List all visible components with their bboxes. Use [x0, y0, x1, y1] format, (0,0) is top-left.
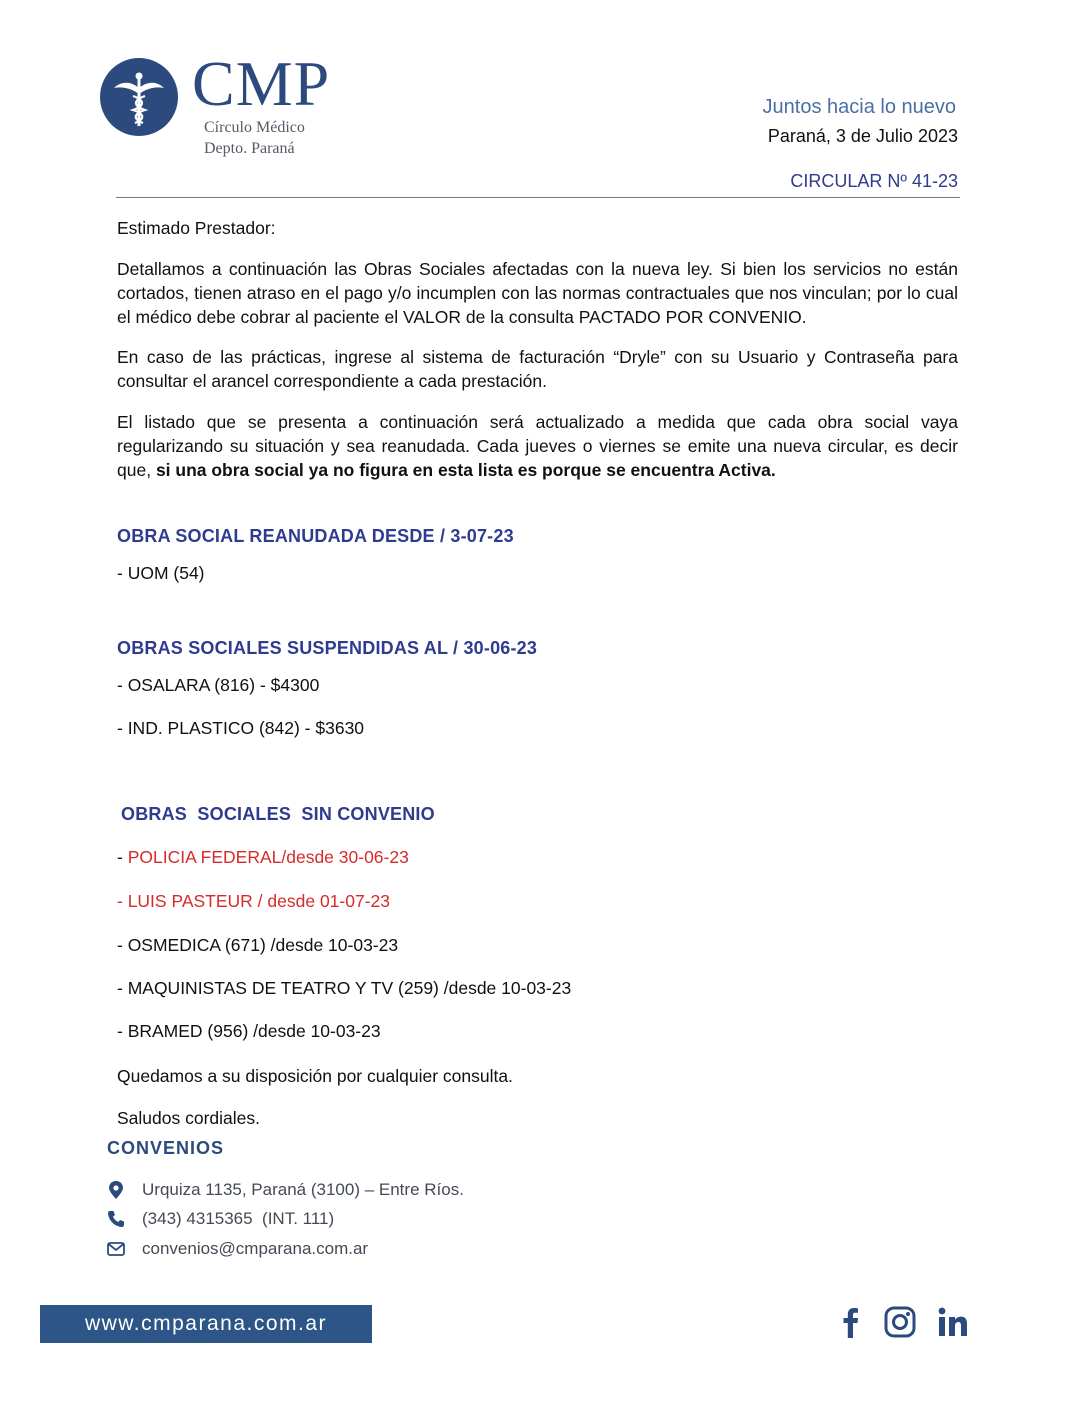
- list-item-alert: - LUIS PASTEUR / desde 01-07-23: [117, 891, 390, 911]
- paragraph-1: Detallamos a continuación las Obras Sociales afectadas con la nueva ley. Si bien los servicios no están cortados, tienen atraso en el pago y/o incumplen con las normas contractuales que nos vinculan; por lo cual el médico debe cobrar al paciente el VALOR de la consulta PACTADO POR CONVENIO.: [117, 259, 958, 327]
- list-item-alert-text: POLICIA FEDERAL/desde 30-06-23: [127, 847, 409, 867]
- paragraph-2: En caso de las prácticas, ingrese al sistema de facturación “Dryle” con su Usuario y Contraseña para consultar el arancel correspondiente a cada prestación.: [117, 347, 958, 391]
- logo-text: CMP: [192, 48, 331, 119]
- heading-sin-convenio: OBRAS SOCIALES SIN CONVENIO: [121, 804, 435, 824]
- list-item: - UOM (54): [117, 563, 205, 583]
- contact-address-row: [106, 1178, 464, 1202]
- contact-email-row: [106, 1237, 368, 1261]
- list-item: - BRAMED (956) /desde 10-03-23: [117, 1021, 381, 1041]
- paragraph-3-bold-text: si una obra social ya no figura en esta lista es porque se encuentra Activa.: [155, 460, 776, 480]
- list-item: - MAQUINISTAS DE TEATRO Y TV (259) /desde 10-03-23: [117, 978, 572, 998]
- list-item: - OSALARA (816) - $4300: [117, 675, 320, 695]
- list-item: - IND. PLASTICO (842) - $3630: [117, 718, 365, 738]
- paragraph-3: [117, 410, 958, 482]
- website-link[interactable]: www.cmparana.com.ar: [40, 1305, 372, 1343]
- instagram-icon[interactable]: [883, 1305, 917, 1339]
- contact-address: Urquiza 1135, Paraná (3100) – Entre Ríos.: [142, 1180, 464, 1199]
- linkedin-icon[interactable]: [936, 1305, 970, 1339]
- contact-email[interactable]: convenios@cmparana.com.ar: [142, 1239, 369, 1258]
- paragraph-3-text: El listado que se presenta a continuación será actualizado a medida que cada obra social vaya regularizando su situación y sea reanudada. Cada jueves o viernes se emite una nueva circular, es decir que,: [117, 412, 958, 480]
- cmp-logo-emblem: [100, 58, 178, 136]
- mail-icon: [106, 1239, 126, 1259]
- list-item: [117, 847, 409, 868]
- list-item-dash: -: [117, 847, 128, 867]
- caduceus-icon: [100, 58, 178, 136]
- sign-off: Saludos cordiales.: [117, 1108, 260, 1128]
- location-pin-icon: [106, 1180, 126, 1200]
- closing-line: Quedamos a su disposición por cualquier consulta.: [117, 1066, 513, 1086]
- logo-subtitle-2: Depto. Paraná: [204, 140, 295, 157]
- circular-number: CIRCULAR Nº 41-23: [790, 171, 958, 191]
- contact-title: CONVENIOS: [107, 1138, 225, 1158]
- facebook-icon[interactable]: [834, 1305, 868, 1339]
- contact-phone-row: [106, 1207, 334, 1231]
- phone-icon: [106, 1209, 126, 1229]
- heading-reanudada: OBRA SOCIAL REANUDADA DESDE / 3-07-23: [117, 526, 514, 546]
- list-item: - OSMEDICA (671) /desde 10-03-23: [117, 935, 399, 955]
- greeting: Estimado Prestador:: [117, 218, 276, 238]
- logo-subtitle-1: Círculo Médico: [204, 119, 305, 136]
- contact-phone: (343) 4315365 (INT. 111): [142, 1209, 335, 1228]
- slogan: Juntos hacia lo nuevo: [762, 96, 956, 118]
- heading-suspendidas: OBRAS SOCIALES SUSPENDIDAS AL / 30-06-23: [117, 638, 538, 658]
- header-divider: [116, 197, 960, 198]
- date-line: Paraná, 3 de Julio 2023: [767, 126, 958, 146]
